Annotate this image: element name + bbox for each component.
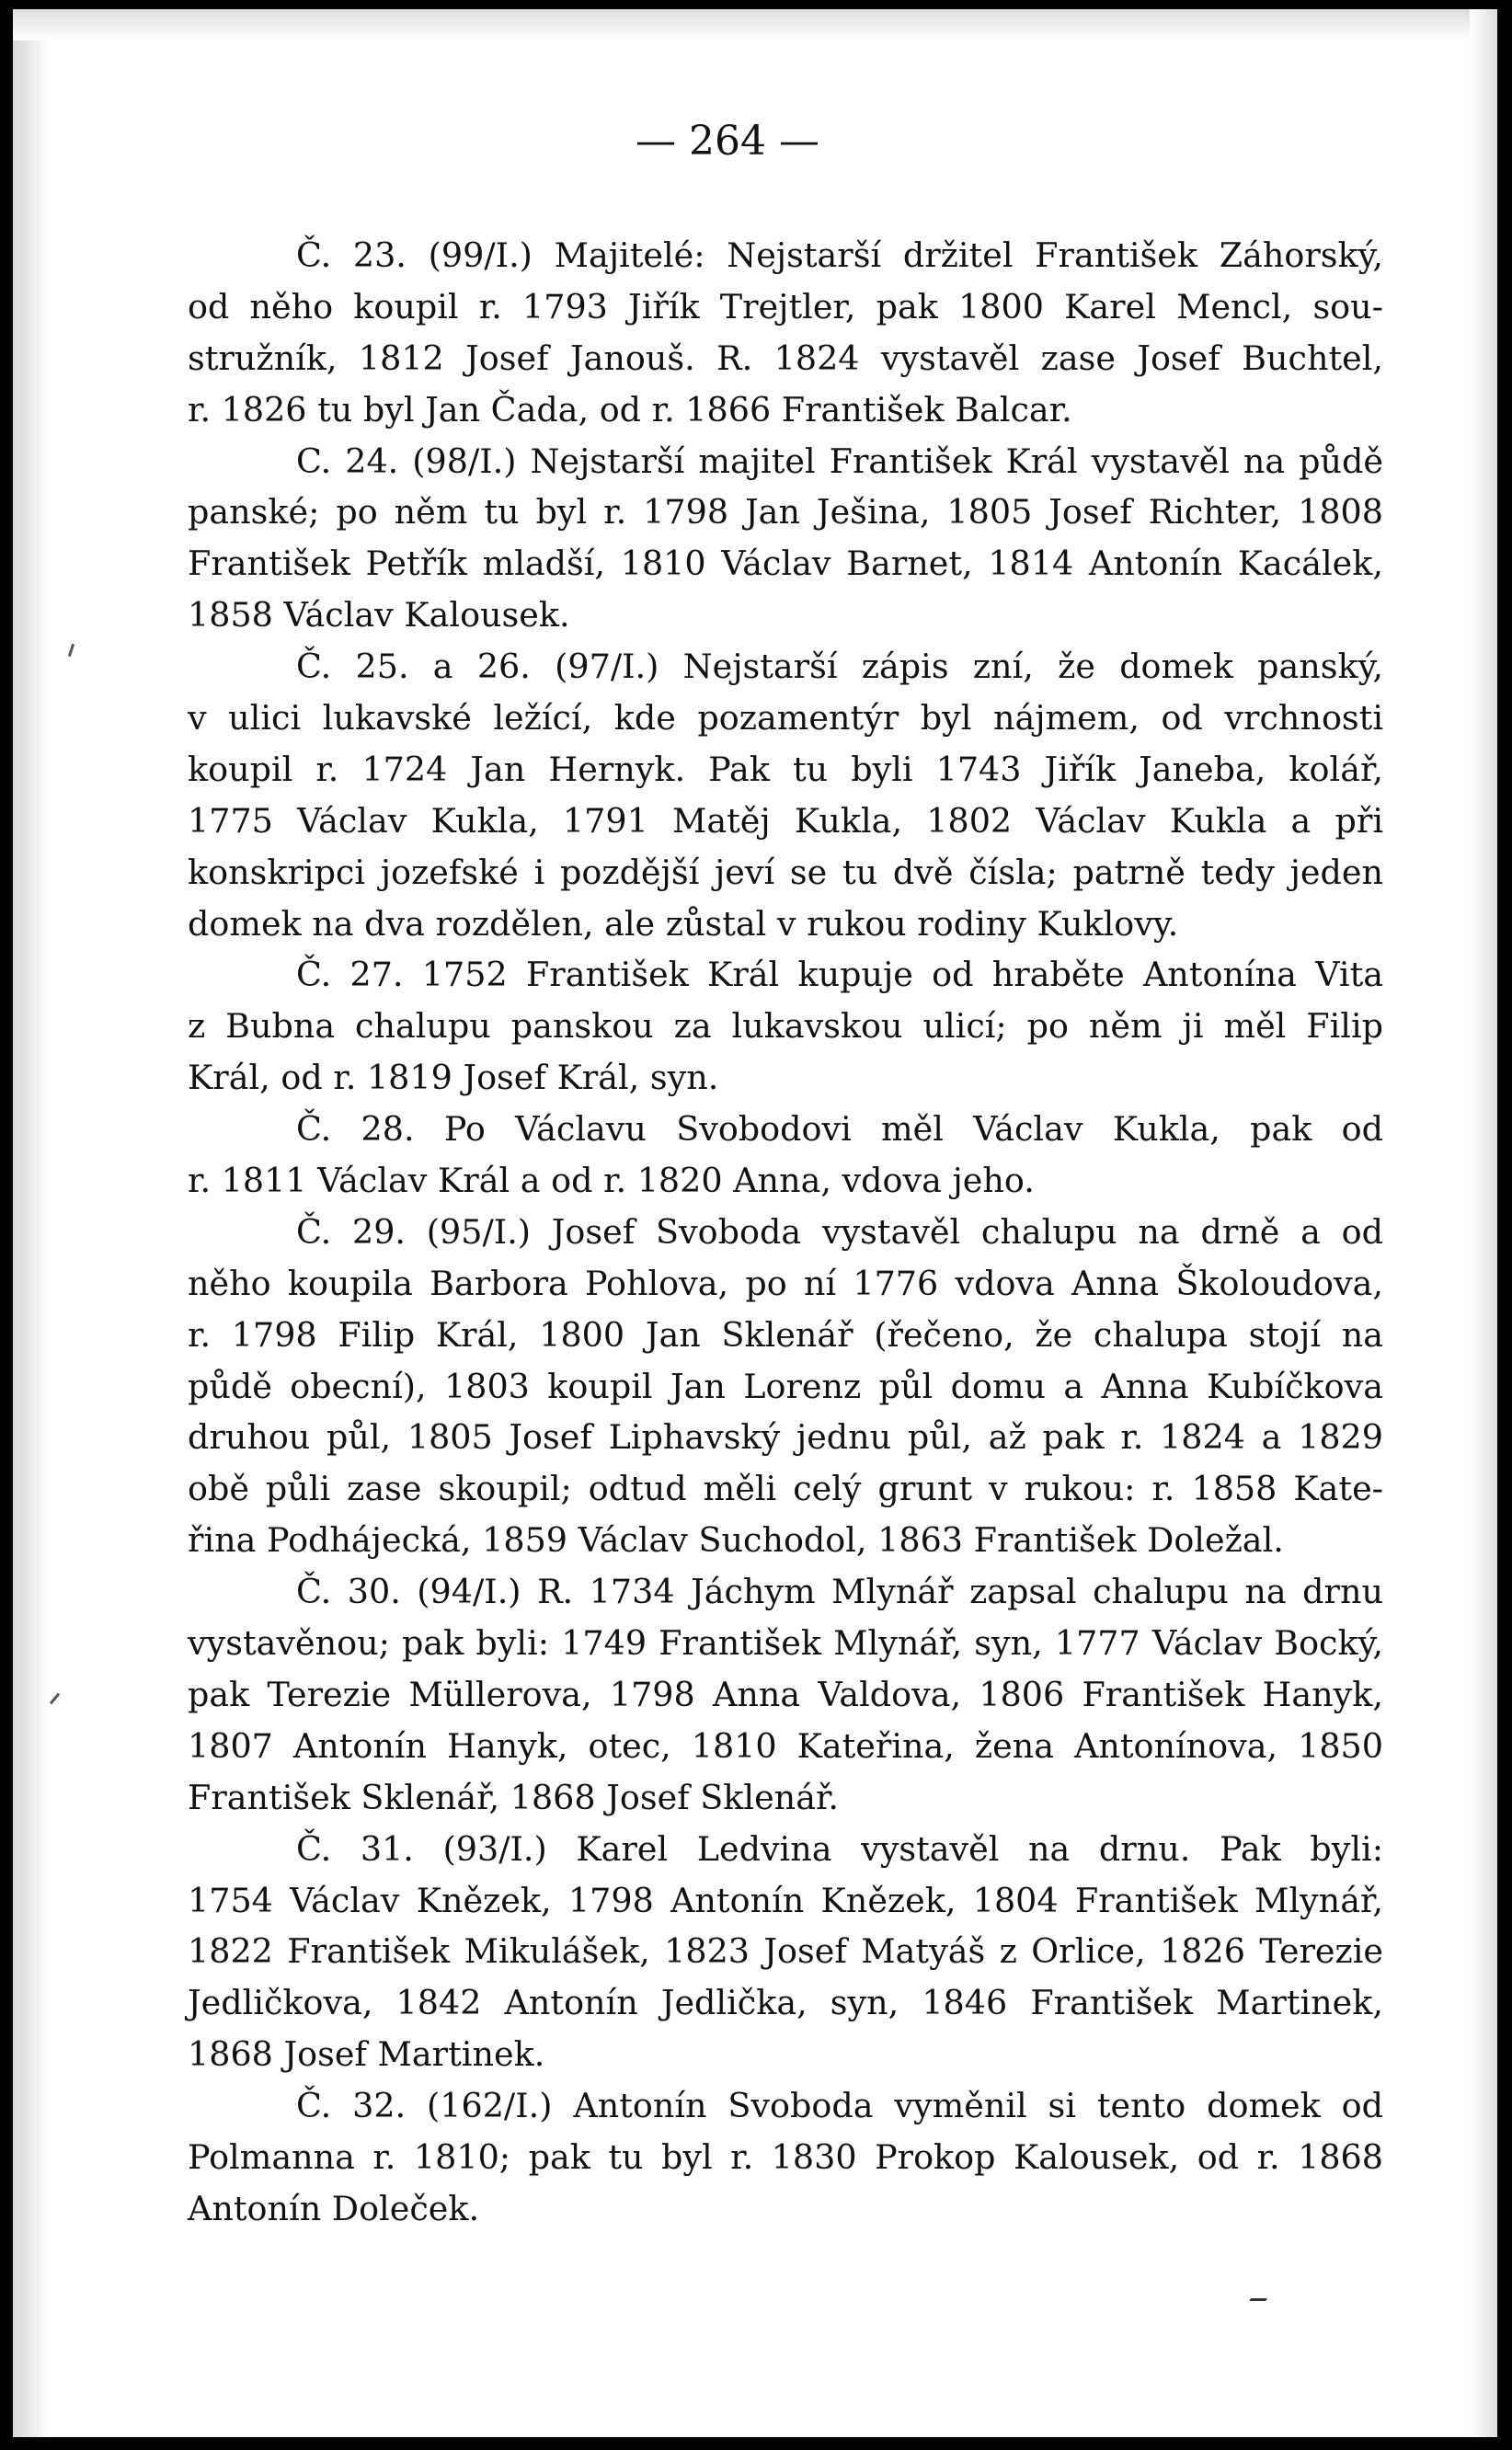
page-edge-shadow-top (13, 9, 1497, 40)
text-line: 1754 Václav Knězek, 1798 Antonín Knězek, 1804 František Mlynář, (188, 1880, 1383, 1920)
text-line: druhou půl, 1805 Josef Liphavský jednu půl, až pak r. 1824 a 1829 (188, 1417, 1383, 1458)
text-line: František Petřík mladší, 1810 Václav Barnet, 1814 Antonín Kacálek, (188, 544, 1383, 584)
text-line: r. 1826 tu byl Jan Čada, od r. 1866 František Balcar. (188, 389, 1072, 429)
page-edge-shadow-left (13, 9, 50, 2437)
paragraph (188, 230, 1383, 436)
paragraph (188, 1104, 1383, 1207)
scanned-page (13, 9, 1497, 2437)
text-line: půdě obecní), 1803 koupil Jan Lorenz půl domu a Anna Kubíčkova (188, 1366, 1383, 1406)
paragraph (188, 436, 1383, 642)
text-line: v ulici lukavské ležící, kde pozamentýr byl nájmem, od vrchnosti (188, 698, 1383, 738)
scan-speck (50, 1693, 60, 1705)
text-line: konskripci jozefské i pozdější jeví se tu dvě čísla; patrně tedy jeden (188, 852, 1383, 892)
paragraph (188, 2080, 1383, 2235)
text-line: z Bubna chalupu panskou za lukavskou ulicí; po něm ji měl Filip (188, 1006, 1383, 1047)
text-line: 1868 Josef Martinek. (188, 2034, 545, 2075)
text-line: Č. 30. (94/I.) R. 1734 Jáchym Mlynář zapsal chalupu na drnu (296, 1572, 1383, 1612)
text-line: Č. 25. a 26. (97/I.) Nejstarší zápis zní, že domek panský, (296, 647, 1383, 687)
text-line: Č. 27. 1752 František Král kupuje od hraběte Antonína Vita (296, 955, 1383, 995)
scan-speck (1249, 2289, 1273, 2301)
text-line: pak Terezie Müllerova, 1798 Anna Valdova, 1806 František Hanyk, (188, 1674, 1383, 1714)
paragraph (188, 1824, 1383, 2080)
text-line: Č. 29. (95/I.) Josef Svoboda vystavěl chalupu na drně a od (296, 1211, 1383, 1252)
text-line: Král, od r. 1819 Josef Král, syn. (188, 1058, 719, 1098)
text-line: obě půli zase skoupil; odtud měli celý grunt v rukou: r. 1858 Kate- (188, 1469, 1383, 1509)
text-line: něho koupila Barbora Pohlova, po ní 1776 vdova Anna Školoudova, (188, 1263, 1383, 1303)
text-line: Č. 31. (93/I.) Karel Ledvina vystavěl na drnu. Pak byli: (296, 1828, 1383, 1869)
text-line: r. 1798 Filip Král, 1800 Jan Sklenář (řečeno, že chalupa stojí na (188, 1314, 1383, 1355)
text-line: František Sklenář, 1868 Josef Sklenář. (188, 1777, 839, 1817)
text-line: Č. 32. (162/I.) Antonín Svoboda vyměnil si tento domek od (296, 2086, 1383, 2126)
page-edge-shadow-right (1470, 9, 1497, 2437)
text-line: stružník, 1812 Josef Janouš. R. 1824 vystavěl zase Josef Buchtel, (188, 338, 1383, 378)
text-line: Č. 23. (99/I.) Majitelé: Nejstarší držitel František Záhorský, (296, 235, 1383, 275)
text-line: řina Podhájecká, 1859 Václav Suchodol, 1863 František Doležal. (188, 1520, 1284, 1561)
text-line: 1807 Antonín Hanyk, otec, 1810 Kateřina, žena Antonínova, 1850 (188, 1725, 1383, 1766)
text-line: C. 24. (98/I.) Nejstarší majitel František Král vystavěl na půdě (296, 441, 1383, 481)
text-line: 1775 Václav Kukla, 1791 Matěj Kukla, 1802 Václav Kukla a při (188, 800, 1383, 841)
text-line: Polmanna r. 1810; pak tu byl r. 1830 Prokop Kalousek, od r. 1868 (188, 2136, 1383, 2177)
paragraph (188, 1566, 1383, 1823)
paragraph (188, 641, 1383, 949)
text-line: Antonín Doleček. (188, 2188, 480, 2228)
paragraph (188, 1207, 1383, 1566)
text-line: panské; po něm tu byl r. 1798 Jan Ješina, 1805 Josef Richter, 1808 (188, 492, 1383, 532)
text-line: domek na dva rozdělen, ale zůstal v rukou rodiny Kuklovy. (188, 903, 1179, 944)
body-text (188, 230, 1383, 2235)
text-line: vystavěnou; pak byli: 1749 František Mlynář, syn, 1777 Václav Bocký, (188, 1623, 1383, 1664)
text-line: 1858 Václav Kalousek. (188, 595, 570, 635)
text-line: r. 1811 Václav Král a od r. 1820 Anna, vdova jeho. (188, 1161, 1035, 1201)
paragraph (188, 949, 1383, 1104)
text-line: od něho koupil r. 1793 Jiřík Trejtler, pak 1800 Karel Mencl, sou- (188, 286, 1383, 326)
scan-speck (68, 644, 74, 657)
text-line: koupil r. 1724 Jan Hernyk. Pak tu byli 1743 Jiřík Janeba, kolář, (188, 749, 1383, 789)
text-line: Jedličkova, 1842 Antonín Jedlička, syn, 1846 František Martinek, (188, 1983, 1383, 2023)
page-number: — 264 — (636, 118, 819, 165)
text-line: 1822 František Mikulášek, 1823 Josef Matyáš z Orlice, 1826 Terezie (188, 1931, 1383, 1972)
text-line: Č. 28. Po Václavu Svobodovi měl Václav Kukla, pak od (296, 1109, 1383, 1150)
